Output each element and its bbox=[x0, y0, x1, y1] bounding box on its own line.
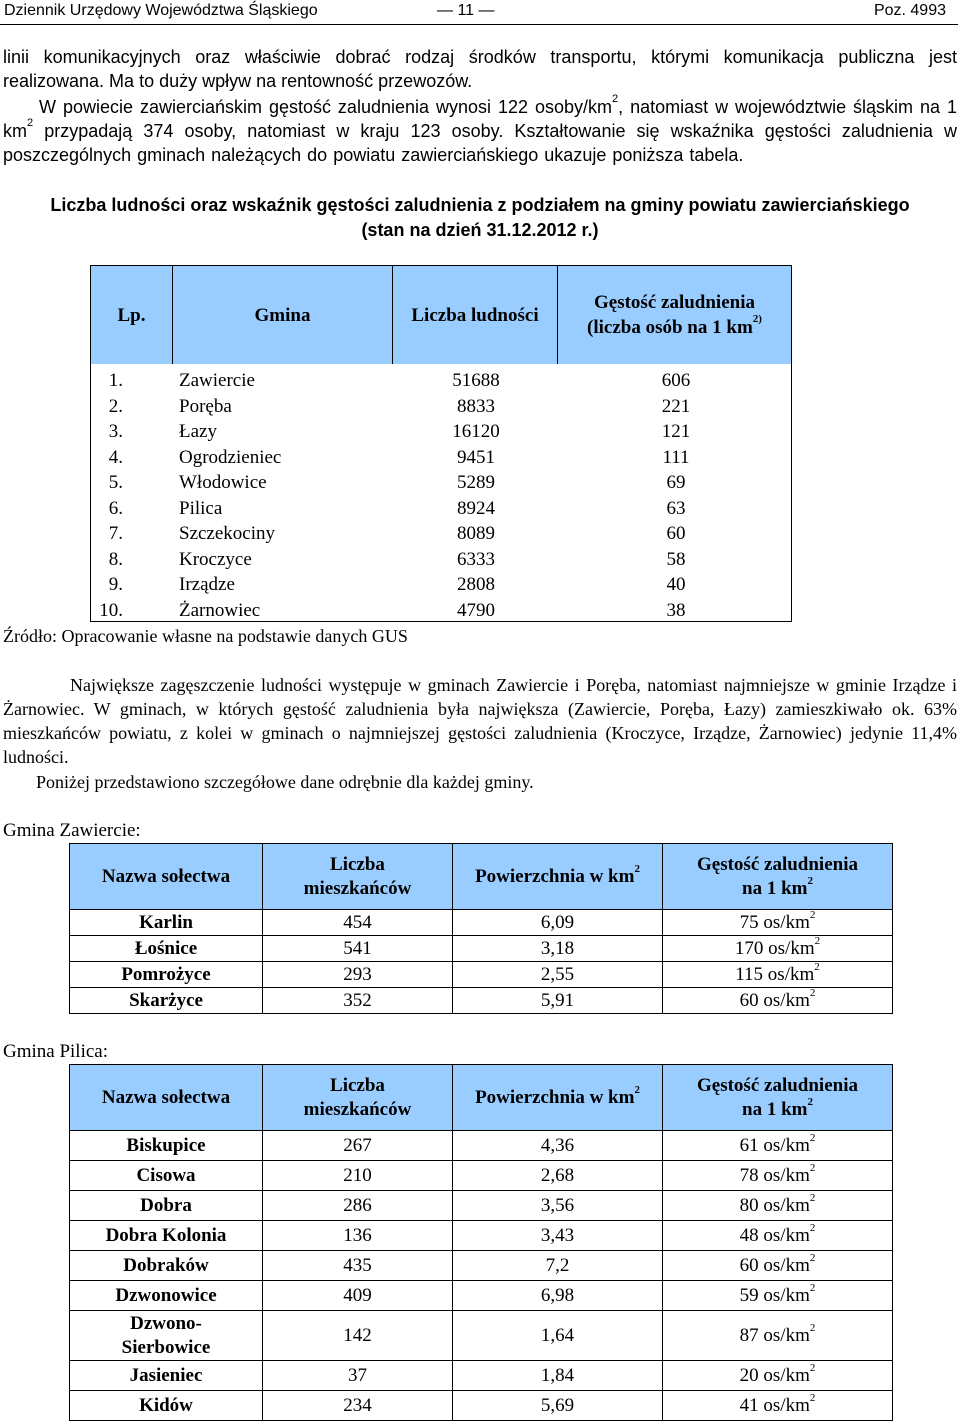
cell-density-value: 87 bbox=[739, 1324, 759, 1346]
cell-ludnosc: 9451 bbox=[457, 446, 495, 468]
intro-paragraph bbox=[3, 95, 957, 167]
cell-gestosc: 606 bbox=[661, 370, 691, 391]
cell-gmina: Pilica bbox=[179, 497, 223, 519]
cell-density bbox=[663, 1131, 893, 1161]
sup: 2 bbox=[807, 1095, 813, 1108]
table-header bbox=[91, 266, 791, 364]
table-body bbox=[91, 368, 791, 623]
table-row bbox=[70, 962, 893, 988]
cell-density-unit: os/km bbox=[758, 1284, 810, 1306]
cell-density-value: 75 bbox=[739, 911, 759, 933]
cell-ludnosc: 2808 bbox=[457, 574, 495, 595]
cell-ludnosc: 16120 bbox=[452, 421, 500, 442]
cell-gmina: Zawiercie bbox=[179, 370, 255, 391]
cell-density bbox=[663, 1251, 893, 1281]
cell-density-value: 20 bbox=[739, 1364, 759, 1386]
table-row bbox=[91, 470, 791, 496]
section-title-zawiercie: Gmina Zawiercie: bbox=[3, 820, 141, 841]
table-header-row bbox=[70, 844, 893, 910]
cell-lp: 5. bbox=[108, 472, 123, 493]
cell-population: 293 bbox=[263, 962, 453, 988]
cell-population: 541 bbox=[263, 936, 453, 962]
cell-gestosc: 58 bbox=[666, 548, 686, 570]
col-liczba bbox=[263, 844, 453, 910]
cell-density-value: 170 bbox=[734, 937, 764, 959]
cell-gestosc: 111 bbox=[662, 446, 690, 468]
cell-area: 3,43 bbox=[453, 1221, 663, 1251]
journal-name: Dziennik Urzędowy Województwa Śląskiego bbox=[4, 2, 318, 19]
cell-population: 286 bbox=[263, 1191, 453, 1221]
table-row bbox=[70, 910, 893, 936]
cell-density-value: 59 bbox=[739, 1284, 759, 1306]
col-gestosc-line1: Gęstość zaludnienia bbox=[697, 853, 858, 875]
cell-gestosc: 60 bbox=[666, 523, 686, 544]
cell-gmina: Irządze bbox=[179, 574, 235, 595]
cell-density bbox=[663, 1361, 893, 1391]
table-row bbox=[91, 572, 791, 598]
table-row bbox=[91, 598, 791, 624]
table-row bbox=[70, 1391, 893, 1421]
cell-lp: 6. bbox=[108, 497, 123, 519]
cell-area: 3,56 bbox=[453, 1191, 663, 1221]
cell-population: 210 bbox=[263, 1161, 453, 1191]
cell-density-unit: os/km bbox=[758, 1324, 810, 1346]
cell-density-unit: os/km bbox=[758, 1224, 810, 1246]
cell-area: 5,91 bbox=[453, 988, 663, 1014]
cell-name: Jasieniec bbox=[70, 1361, 263, 1391]
cell-area: 2,55 bbox=[453, 962, 663, 988]
table-title-line1: Liczba ludności oraz wskaźnik gęstości zaludnienia z podziałem na gminy powiatu zawierciańskiego bbox=[50, 195, 910, 215]
cell-lp: 2. bbox=[108, 395, 123, 417]
position-number: Poz. 4993 bbox=[873, 2, 946, 19]
cell-area: 1,64 bbox=[453, 1311, 663, 1361]
cell-density-unit: os/km bbox=[758, 989, 810, 1011]
cell-lp: 1. bbox=[108, 370, 123, 391]
cell-population: 267 bbox=[263, 1131, 453, 1161]
cell-gestosc: 121 bbox=[661, 421, 691, 442]
sup: 2 bbox=[809, 1361, 816, 1374]
header-gestosc-text: (liczba osób na 1 km bbox=[587, 317, 753, 338]
col-nazwa: Nazwa sołectwa bbox=[70, 844, 263, 910]
col-powierzchnia-text: Powierzchnia w km bbox=[475, 865, 635, 887]
table-header-row bbox=[70, 1065, 893, 1131]
sup: 2 bbox=[634, 1083, 640, 1096]
cell-gestosc: 221 bbox=[661, 395, 691, 417]
cell-density bbox=[663, 988, 893, 1014]
cell-density-value: 41 bbox=[739, 1394, 759, 1416]
table-row bbox=[91, 445, 791, 471]
col-powierzchnia bbox=[453, 844, 663, 910]
sup: 2 bbox=[809, 1221, 816, 1234]
cell-name: Łośnice bbox=[70, 936, 263, 962]
cell-gmina: Szczekociny bbox=[179, 523, 276, 544]
col-gestosc-line2: na 1 km bbox=[742, 877, 808, 899]
cell-name: Kidów bbox=[70, 1391, 263, 1421]
cell-gmina: Włodowice bbox=[179, 472, 267, 493]
cell-lp: 4. bbox=[108, 446, 123, 468]
cell-name: Dobra bbox=[70, 1191, 263, 1221]
sup: 2 bbox=[611, 93, 619, 105]
col-nazwa: Nazwa sołectwa bbox=[70, 1065, 263, 1131]
cell-density-unit: os/km bbox=[758, 1134, 810, 1156]
cell-population: 454 bbox=[263, 910, 453, 936]
cell-density bbox=[663, 1281, 893, 1311]
population-table bbox=[90, 265, 792, 622]
table-row bbox=[70, 1311, 893, 1361]
intro-text-c: przypadają 374 osoby, natomiast w kraju 123 osoby. bbox=[33, 121, 515, 141]
source-note: Źródło: Opracowanie własne na podstawie danych GUS bbox=[3, 626, 408, 646]
cell-population: 352 bbox=[263, 988, 453, 1014]
cell-gmina: Kroczyce bbox=[179, 548, 252, 570]
col-gestosc-line2: na 1 km bbox=[742, 1098, 808, 1120]
intro-text-a: W powiecie zawierciańskim gęstość zaludnienia wynosi 122 osoby/km bbox=[39, 97, 612, 117]
cell-density bbox=[663, 936, 893, 962]
col-powierzchnia bbox=[453, 1065, 663, 1131]
cell-density-value: 48 bbox=[739, 1224, 759, 1246]
table-row bbox=[91, 521, 791, 547]
cell-density-value: 78 bbox=[739, 1164, 759, 1186]
cell-population: 37 bbox=[263, 1361, 453, 1391]
sup: 2 bbox=[809, 1321, 816, 1334]
table-row bbox=[70, 1361, 893, 1391]
cell-population: 234 bbox=[263, 1391, 453, 1421]
cell-area: 2,68 bbox=[453, 1161, 663, 1191]
cell-area: 6,09 bbox=[453, 910, 663, 936]
cell-ludnosc: 5289 bbox=[457, 472, 495, 493]
col-gestosc-line1: Gęstość zaludnienia bbox=[697, 1074, 858, 1096]
cell-gestosc: 63 bbox=[666, 497, 686, 519]
table-row bbox=[70, 1161, 893, 1191]
sup: 2 bbox=[634, 862, 640, 875]
analysis-paragraph-2: Poniżej przedstawiono szczegółowe dane odrębnie dla każdej gminy. bbox=[36, 772, 534, 792]
sup: 2 bbox=[809, 1161, 816, 1174]
header-ludnosc: Liczba ludności bbox=[393, 266, 558, 364]
sup: 2 bbox=[809, 908, 816, 921]
header-gmina: Gmina bbox=[173, 266, 393, 364]
cell-density bbox=[663, 1191, 893, 1221]
cell-name-line2: Sierbowice bbox=[121, 1336, 211, 1358]
cell-name: Dzwonowice bbox=[70, 1281, 263, 1311]
col-powierzchnia-text: Powierzchnia w km bbox=[475, 1086, 635, 1108]
cell-density-unit: os/km bbox=[758, 1364, 810, 1386]
cell-name-line1: Dzwono- bbox=[130, 1312, 202, 1334]
cell-lp: 3. bbox=[108, 421, 123, 442]
sup: 2 bbox=[809, 1251, 816, 1264]
cell-density-unit: os/km bbox=[763, 963, 815, 985]
section-title-pilica: Gmina Pilica: bbox=[3, 1041, 109, 1062]
pilica-table bbox=[69, 1064, 893, 1421]
table-row bbox=[91, 547, 791, 573]
cell-name bbox=[70, 1311, 263, 1361]
sup: 2 bbox=[809, 1281, 816, 1294]
cell-name: Dobra Kolonia bbox=[70, 1221, 263, 1251]
zawiercie-table-body bbox=[70, 910, 893, 1014]
cell-area: 4,36 bbox=[453, 1131, 663, 1161]
cell-name: Karlin bbox=[70, 910, 263, 936]
cell-ludnosc: 4790 bbox=[457, 599, 495, 621]
cell-population: 435 bbox=[263, 1251, 453, 1281]
cell-name: Cisowa bbox=[70, 1161, 263, 1191]
col-gestosc bbox=[663, 844, 893, 910]
cell-name: Pomrożyce bbox=[70, 962, 263, 988]
col-liczba bbox=[263, 1065, 453, 1131]
cell-ludnosc: 8924 bbox=[457, 497, 495, 519]
cell-name: Biskupice bbox=[70, 1131, 263, 1161]
sup: 2) bbox=[752, 313, 762, 325]
cell-lp: 10. bbox=[99, 599, 123, 621]
cell-ludnosc: 8833 bbox=[457, 395, 495, 417]
cell-density-unit: os/km bbox=[758, 1164, 810, 1186]
intro-text-b: , natomiast w województwie śląskim na 1 km bbox=[3, 97, 958, 141]
col-liczba-line2: mieszkańców bbox=[303, 1098, 412, 1120]
table-row bbox=[70, 1191, 893, 1221]
table-row bbox=[70, 988, 893, 1014]
cell-gmina: Łazy bbox=[179, 421, 217, 442]
cell-area: 5,69 bbox=[453, 1391, 663, 1421]
cell-population: 136 bbox=[263, 1221, 453, 1251]
cell-area: 7,2 bbox=[453, 1251, 663, 1281]
cell-density-value: 61 bbox=[739, 1134, 759, 1156]
cell-ludnosc: 8089 bbox=[457, 523, 495, 544]
intro-text-d: Kształtowanie się wskaźnika gęstości zaludnienia w poszczególnych gminach należących do powiatu zawierciańskiego ukazuje poniższa tabela. bbox=[3, 121, 957, 165]
cell-gestosc: 40 bbox=[666, 574, 686, 595]
cell-lp: 8. bbox=[108, 548, 123, 570]
cell-gmina: Poręba bbox=[179, 395, 232, 417]
sup: 2 bbox=[814, 960, 820, 973]
cell-gmina: Ogrodzieniec bbox=[179, 446, 282, 468]
cell-gestosc: 38 bbox=[666, 599, 686, 621]
sup: 2 bbox=[809, 1131, 816, 1144]
sup: 2 bbox=[814, 934, 821, 947]
analysis-paragraph: Największe zagęszczenie ludności występuje w gminach Zawiercie i Poręba, natomiast najmniejsze w gminie Irządze i Żarnowiec. W gminach, w których gęstość zaludnienia była największa (Zawiercie, Poręba, Łazy) zamieszkiwało ok. 63% mieszkańców powiatu, z kolei w gminach o najmniejszej gęstości zaludnienia (Kroczyce, Irządze, Żarnowiec) jedynie 11,4% ludności. bbox=[3, 675, 957, 767]
cell-name: Skarżyce bbox=[70, 988, 263, 1014]
cell-density bbox=[663, 962, 893, 988]
header-gestosc-line1: Gęstość zaludnienia bbox=[594, 292, 755, 313]
col-liczba-line1: Liczba bbox=[330, 853, 385, 875]
col-liczba-line1: Liczba bbox=[330, 1074, 385, 1096]
cell-density-unit: os/km bbox=[758, 1254, 810, 1276]
cell-density-unit: os/km bbox=[763, 937, 815, 959]
cell-area: 3,18 bbox=[453, 936, 663, 962]
col-gestosc bbox=[663, 1065, 893, 1131]
header-gestosc bbox=[558, 266, 791, 364]
cell-density-unit: os/km bbox=[758, 1394, 810, 1416]
cell-density-value: 115 bbox=[735, 963, 764, 985]
table-row bbox=[70, 1131, 893, 1161]
col-liczba-line2: mieszkańców bbox=[303, 877, 412, 899]
intro-line: linii komunikacyjnych oraz właściwie dobrać rodzaj środków transportu, którymi komunikacja publiczna jest realizowana. Ma to duży wpływ na rentowność przewozów. bbox=[3, 47, 957, 91]
cell-area: 1,84 bbox=[453, 1361, 663, 1391]
sup: 2 bbox=[809, 1191, 816, 1204]
cell-population: 409 bbox=[263, 1281, 453, 1311]
cell-name: Dobraków bbox=[70, 1251, 263, 1281]
sup: 2 bbox=[809, 986, 816, 999]
cell-gmina: Żarnowiec bbox=[179, 599, 261, 621]
cell-density-value: 60 bbox=[739, 1254, 759, 1276]
page-number: — 11 — bbox=[437, 2, 495, 19]
cell-ludnosc: 51688 bbox=[452, 370, 500, 391]
header-lp: Lp. bbox=[91, 266, 173, 364]
header-gestosc-line2 bbox=[587, 315, 762, 340]
cell-area: 6,98 bbox=[453, 1281, 663, 1311]
cell-population: 142 bbox=[263, 1311, 453, 1361]
cell-gestosc: 69 bbox=[666, 472, 686, 493]
table-row bbox=[91, 496, 791, 522]
table-row bbox=[91, 368, 791, 394]
table-row bbox=[70, 1281, 893, 1311]
cell-lp: 9. bbox=[108, 574, 123, 595]
cell-density-value: 80 bbox=[739, 1194, 759, 1216]
cell-ludnosc: 6333 bbox=[457, 548, 495, 570]
pilica-table-body bbox=[70, 1131, 893, 1421]
table-row bbox=[70, 1251, 893, 1281]
cell-density-value: 60 bbox=[739, 989, 759, 1011]
sup: 2 bbox=[807, 874, 813, 887]
cell-density bbox=[663, 1221, 893, 1251]
table-title-line2: (stan na dzień 31.12.2012 r.) bbox=[361, 220, 599, 240]
zawiercie-table bbox=[69, 843, 893, 1014]
table-row bbox=[91, 394, 791, 420]
table-row bbox=[70, 936, 893, 962]
cell-density bbox=[663, 1311, 893, 1361]
cell-density-unit: os/km bbox=[758, 911, 810, 933]
sup: 2 bbox=[809, 1391, 816, 1404]
page-header bbox=[0, 0, 958, 25]
table-row bbox=[70, 1221, 893, 1251]
cell-lp: 7. bbox=[108, 523, 123, 544]
table-row bbox=[91, 419, 791, 445]
table-title bbox=[0, 193, 960, 243]
cell-density bbox=[663, 1161, 893, 1191]
sup: 2 bbox=[27, 117, 34, 129]
cell-density bbox=[663, 910, 893, 936]
cell-density bbox=[663, 1391, 893, 1421]
cell-density-unit: os/km bbox=[758, 1194, 810, 1216]
